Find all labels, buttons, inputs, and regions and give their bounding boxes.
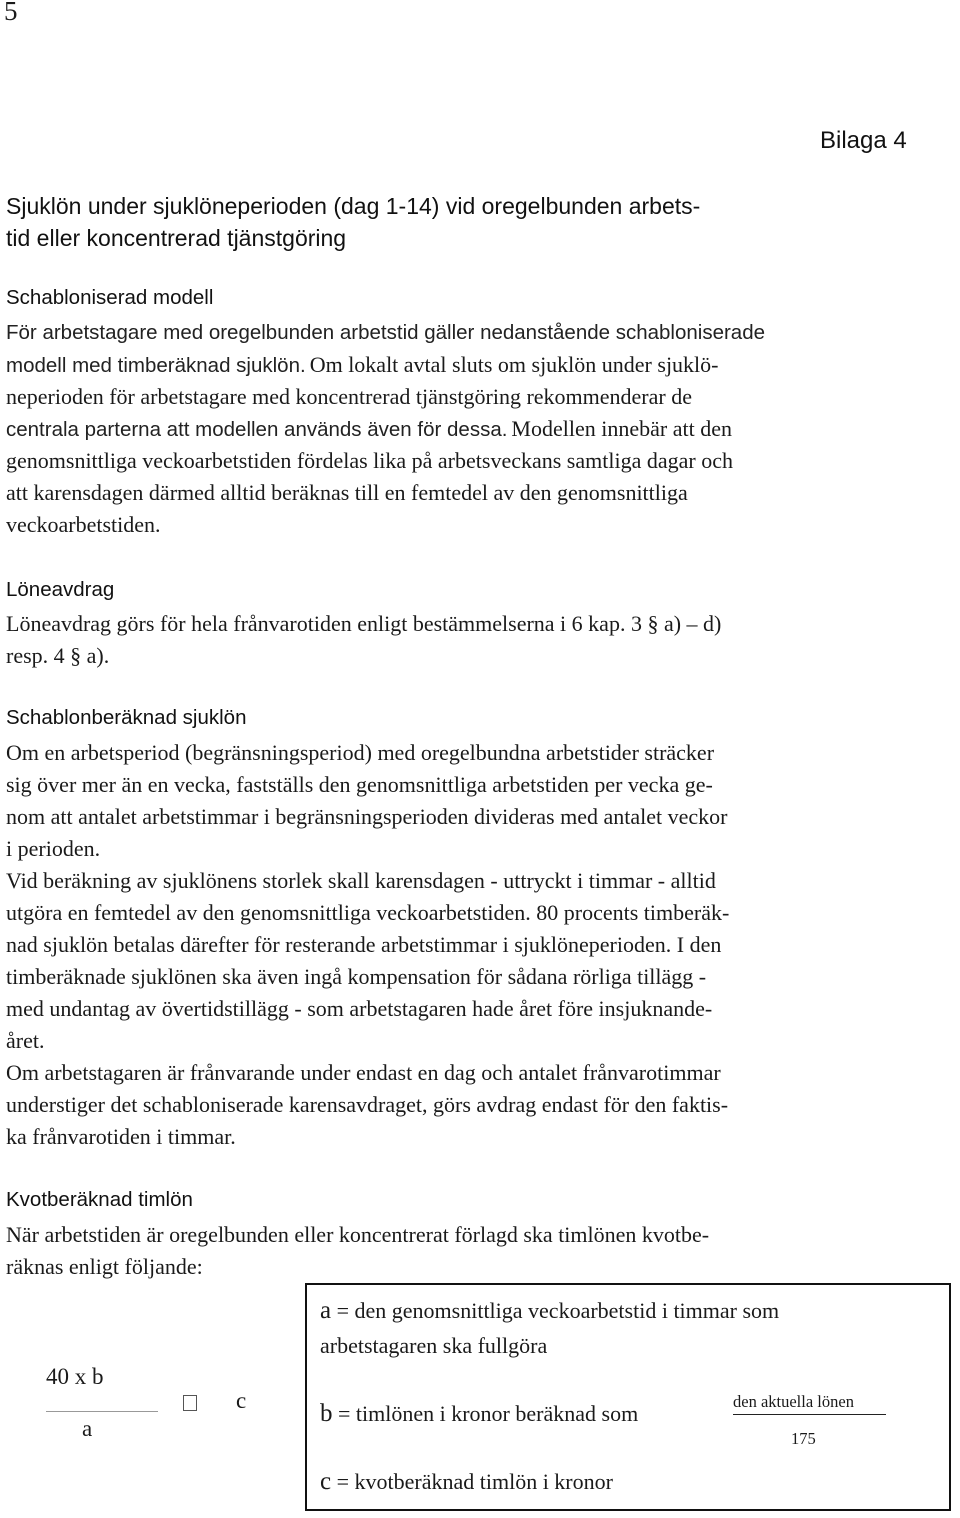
body-line: Om en arbetsperiod (begränsningsperiod) med oregelbundna arbetstider sträcker bbox=[6, 740, 715, 765]
definition-a-text-cont: arbetstagaren ska fullgöra bbox=[320, 1333, 548, 1358]
b-fraction-numerator: den aktuella lönen bbox=[733, 1392, 854, 1411]
body-line: året. bbox=[6, 1028, 45, 1053]
b-fraction-line bbox=[733, 1414, 886, 1415]
section-body-kvotberaknad bbox=[6, 1219, 936, 1283]
body-line: Modellen innebär att den bbox=[511, 416, 732, 441]
body-line: Löneavdrag görs för hela frånvarotiden enligt bestämmelserna i 6 kap. 3 § a) – d) bbox=[6, 611, 722, 636]
body-line: att karensdagen därmed alltid beräknas till en femtedel av den genomsnittliga bbox=[6, 480, 688, 505]
formula-result: c bbox=[236, 1388, 247, 1413]
body-line: För arbetstagare med oregelbunden arbetstid gäller nedanstående schabloniserade bbox=[6, 321, 766, 344]
body-line: nom att antalet arbetstimmar i begränsningsperioden divideras med antalet veckor bbox=[6, 804, 728, 829]
formula-fraction-line bbox=[46, 1411, 158, 1412]
section-body-loneavdrag bbox=[6, 608, 936, 672]
body-line: understiger det schabloniserade karensavdraget, görs avdrag endast för den faktis- bbox=[6, 1092, 729, 1117]
formula-denominator: a bbox=[82, 1416, 93, 1441]
body-line: modell med timberäknad sjuklön. bbox=[6, 354, 306, 377]
body-line: resp. 4 § a). bbox=[6, 643, 110, 668]
title-line: Sjuklön under sjuklöneperioden (dag 1-14) vid oregelbunden arbets- bbox=[6, 193, 701, 219]
body-line: veckoarbetstiden. bbox=[6, 512, 161, 537]
body-line: genomsnittliga veckoarbetstiden fördelas lika på arbetsveckans samtliga dagar och bbox=[6, 448, 733, 473]
body-line: Om lokalt avtal sluts om sjuklön under sjuklö- bbox=[309, 352, 719, 377]
section-heading-kvotberaknad: Kvotberäknad timlön bbox=[6, 1188, 193, 1211]
variable-b: b bbox=[320, 1400, 333, 1427]
body-line: ka frånvarotiden i timmar. bbox=[6, 1124, 236, 1149]
body-line: När arbetstiden är oregelbunden eller koncentrerat förlagd ska timlönen kvotbe- bbox=[6, 1222, 710, 1247]
section-heading-loneavdrag: Löneavdrag bbox=[6, 578, 115, 601]
section-body-schablonberaknad bbox=[6, 737, 936, 1153]
section-heading-schabloniserad: Schabloniserad modell bbox=[6, 286, 214, 309]
definition-c-line bbox=[320, 1468, 613, 1496]
body-line: timberäknade sjuklönen ska även ingå kompensation för sådana rörliga tillägg - bbox=[6, 964, 707, 989]
page-number: 5 bbox=[4, 0, 18, 26]
section-body-schabloniserad bbox=[6, 317, 936, 541]
variable-a: a bbox=[320, 1297, 332, 1324]
appendix-label: Bilaga 4 bbox=[820, 127, 907, 154]
variable-c: c bbox=[320, 1468, 332, 1495]
body-line: nad sjuklön betalas därefter för resterande arbetstimmar i sjuklöneperioden. I den bbox=[6, 932, 722, 957]
body-line: neperioden för arbetstagare med koncentrerad tjänstgöring rekommenderar de bbox=[6, 384, 692, 409]
definition-a-line bbox=[320, 1297, 779, 1325]
body-line: sig över mer än en vecka, fastställs den genomsnittliga arbetstiden per vecka ge- bbox=[6, 772, 713, 797]
definition-b-text: = timlönen i kronor beräknad som bbox=[338, 1401, 639, 1426]
formula-numerator: 40 x b bbox=[46, 1364, 104, 1389]
definition-a-text: = den genomsnittliga veckoarbetstid i timmar som bbox=[336, 1298, 780, 1323]
b-fraction-denominator: 175 bbox=[791, 1429, 816, 1448]
body-line: Vid beräkning av sjuklönens storlek skall karensdagen - uttryckt i timmar - alltid bbox=[6, 868, 716, 893]
document-title bbox=[6, 190, 936, 254]
body-line: utgöra en femtedel av den genomsnittliga veckoarbetstiden. 80 procents timberäk- bbox=[6, 900, 730, 925]
section-heading-schablonberaknad: Schablonberäknad sjuklön bbox=[6, 706, 247, 729]
definition-b-line bbox=[320, 1400, 638, 1428]
title-line: tid eller koncentrerad tjänstgöring bbox=[6, 225, 347, 251]
body-line: med undantag av övertidstillägg - som arbetstagaren hade året före insjuknande- bbox=[6, 996, 713, 1021]
body-line: i perioden. bbox=[6, 836, 101, 861]
definition-c-text: = kvotberäknad timlön i kronor bbox=[336, 1469, 613, 1494]
body-line: Om arbetstagaren är frånvarande under endast en dag och antalet frånvarotimmar bbox=[6, 1060, 721, 1085]
arrow-icon bbox=[183, 1395, 197, 1411]
body-line: centrala parterna att modellen används även för dessa. bbox=[6, 418, 508, 441]
body-line: räknas enligt följande: bbox=[6, 1254, 203, 1279]
